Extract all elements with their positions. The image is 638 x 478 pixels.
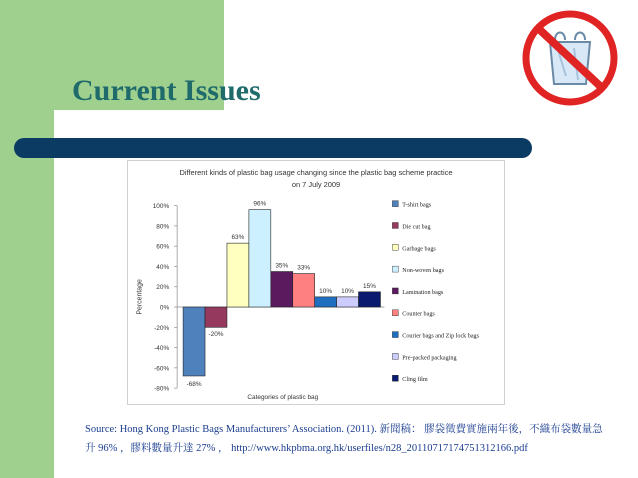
source-citation: Source: Hong Kong Plastic Bags Manufacturers’ Association. (2011). 新聞稿： 膠袋徵費實施兩年後，不織布袋數量急升 96% ，膠料數量升達 27% ， http://www.hkpbma.org.hk/userfiles/n28_20110717174751312166.pdf <box>85 424 603 454</box>
bar-6 <box>293 274 315 307</box>
no-plastic-bag-icon <box>522 10 618 106</box>
legend-swatch <box>392 244 398 250</box>
chart-title-line: Different kinds of plastic bag usage changing since the plastic bag scheme practice <box>179 167 453 177</box>
legend-entry: Non-woven bags <box>402 268 444 275</box>
legend-entry: Cling film <box>402 377 428 384</box>
bar-value-label: -68% <box>186 380 202 388</box>
bar-value-label: 63% <box>231 234 245 242</box>
bar-2 <box>205 307 227 327</box>
bar-8 <box>337 297 359 307</box>
bar-3 <box>227 243 249 307</box>
legend-swatch <box>392 332 398 338</box>
y-tick-label: -80% <box>154 385 170 393</box>
bar-5 <box>271 272 293 307</box>
legend-swatch <box>392 288 398 294</box>
y-tick-label: -40% <box>154 345 170 353</box>
legend-swatch <box>392 222 398 228</box>
bar-9 <box>359 292 381 307</box>
slide-title: Current Issues <box>72 74 261 107</box>
bar-chart <box>127 160 505 405</box>
bar-1 <box>183 307 205 376</box>
legend-entry: Die cut bag <box>402 224 431 231</box>
chart-title-line: on 7 July 2009 <box>291 179 341 189</box>
bar-value-label: 35% <box>275 262 289 270</box>
legend-entry: Courier bags and Zip lock bags <box>402 333 480 340</box>
legend-entry: T-shirt bags <box>402 202 432 209</box>
y-tick-label: 80% <box>156 223 170 231</box>
bar-7 <box>315 297 337 307</box>
y-tick-label: 40% <box>156 263 170 271</box>
bar-value-label: 33% <box>297 264 311 272</box>
legend-swatch <box>392 353 398 359</box>
bar-value-label: 10% <box>341 287 355 295</box>
legend-entry: Garbage bags <box>402 246 436 253</box>
y-tick-label: 20% <box>156 284 170 292</box>
green-side-strip <box>0 110 54 478</box>
legend-swatch <box>392 375 398 381</box>
legend-entry: Pre-packed packaging <box>402 355 457 362</box>
bar-value-label: 96% <box>253 200 267 208</box>
legend-entry: Lamination bags <box>402 289 444 296</box>
y-tick-label: -60% <box>154 365 170 373</box>
bar-value-label: 10% <box>319 287 333 295</box>
legend-entry: Counter bags <box>402 311 435 318</box>
x-axis-label: Categories of plastic bag <box>247 394 319 402</box>
legend-swatch <box>392 266 398 272</box>
title-divider-band <box>14 138 532 158</box>
y-tick-label: 60% <box>156 243 170 251</box>
bar-value-label: 15% <box>363 282 376 290</box>
legend-swatch <box>392 201 398 207</box>
bar-value-label: -20% <box>208 331 224 339</box>
bar-4 <box>249 210 271 307</box>
y-tick-label: 0% <box>159 304 170 312</box>
y-tick-label: -20% <box>154 324 170 332</box>
y-axis-label: Percentage <box>136 279 144 315</box>
y-tick-label: 100% <box>152 203 170 211</box>
legend-swatch <box>392 310 398 316</box>
